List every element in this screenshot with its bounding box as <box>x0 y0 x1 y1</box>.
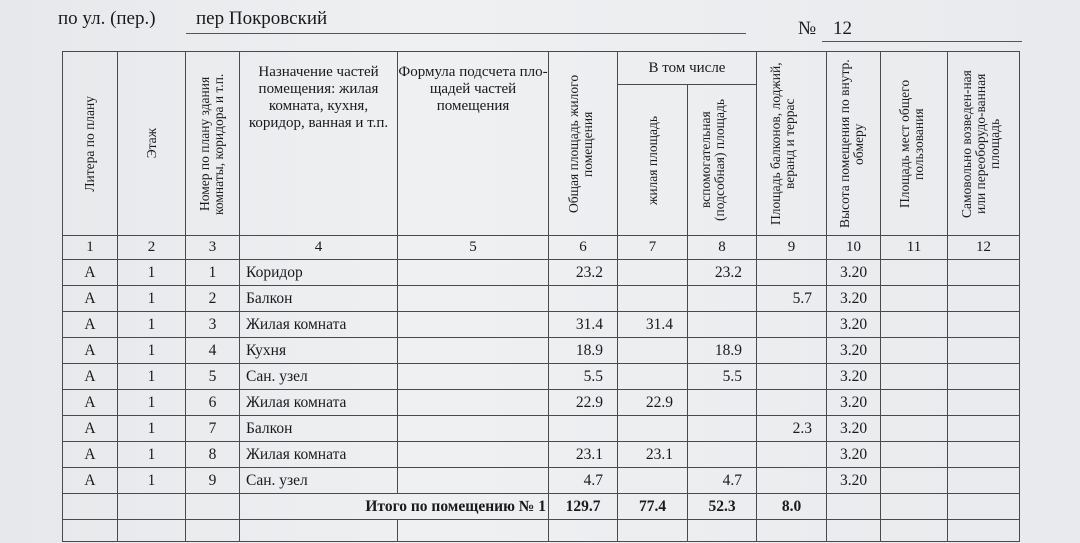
number-underline <box>822 41 1022 42</box>
column-number-row: 1 2 3 4 5 6 7 8 9 10 11 12 <box>63 236 1020 260</box>
table-row: А 1 1 Коридор 23.2 23.2 3.20 <box>63 260 1020 286</box>
table-row: А 1 2 Балкон 5.7 3.20 <box>63 286 1020 312</box>
table-row: А 1 9 Сан. узел 4.7 4.7 3.20 <box>63 468 1020 494</box>
col-header-total-area: Общая площадь жилого помещения <box>549 52 618 236</box>
table-row: А 1 3 Жилая комната 31.4 31.4 3.20 <box>63 312 1020 338</box>
col-header-floor: Этаж <box>118 52 186 236</box>
table-row: А 1 4 Кухня 18.9 18.9 3.20 <box>63 338 1020 364</box>
col-header-balcony: Площадь балконов, лоджий, веранд и террас <box>757 52 827 236</box>
totals-aux-area: 52.3 <box>688 494 757 520</box>
table-row: А 1 8 Жилая комната 23.1 23.1 3.20 <box>63 442 1020 468</box>
col-header-litera: Литера по плану <box>63 52 118 236</box>
street-value: пер Покровский <box>196 8 328 29</box>
col-header-purpose: Назначение частей помещения: жилая комната, кухня, коридор, ванная и т.п. <box>240 52 398 236</box>
col-header-number: Номер по плану здания комнаты, коридора и т.п. <box>186 52 240 236</box>
totals-balcony-area: 8.0 <box>757 494 827 520</box>
col-header-common: Площадь мест общего пользования <box>881 52 948 236</box>
table-row: А 1 6 Жилая комната 22.9 22.9 3.20 <box>63 390 1020 416</box>
totals-row <box>63 494 1020 520</box>
totals-label: Итого по помещению № 1 <box>240 494 549 520</box>
street-label: по ул. (пер.) <box>58 8 156 29</box>
col-header-aux: вспомогательная (подсобная) площадь <box>688 85 757 236</box>
street-underline <box>186 33 746 34</box>
number-value: 12 <box>833 18 852 39</box>
col-header-formula: Формула подсчета пло-щадей частей помещения <box>398 52 549 236</box>
table-row: А 1 7 Балкон 2.3 3.20 <box>63 416 1020 442</box>
number-label: № <box>798 18 817 39</box>
col-header-group: В том числе <box>618 52 757 85</box>
rooms-table <box>62 51 1020 542</box>
table-row: А 1 5 Сан. узел 5.5 5.5 3.20 <box>63 364 1020 390</box>
col-header-height: Высота помещения по внутр. обмеру <box>827 52 881 236</box>
col-header-living: жилая площадь <box>618 85 688 236</box>
col-header-unauthorized: Самовольно возведен-ная или переоборудо-ванная площадь <box>948 52 1020 236</box>
empty-row <box>63 520 1020 542</box>
totals-living-area: 77.4 <box>618 494 688 520</box>
totals-total-area: 129.7 <box>549 494 618 520</box>
